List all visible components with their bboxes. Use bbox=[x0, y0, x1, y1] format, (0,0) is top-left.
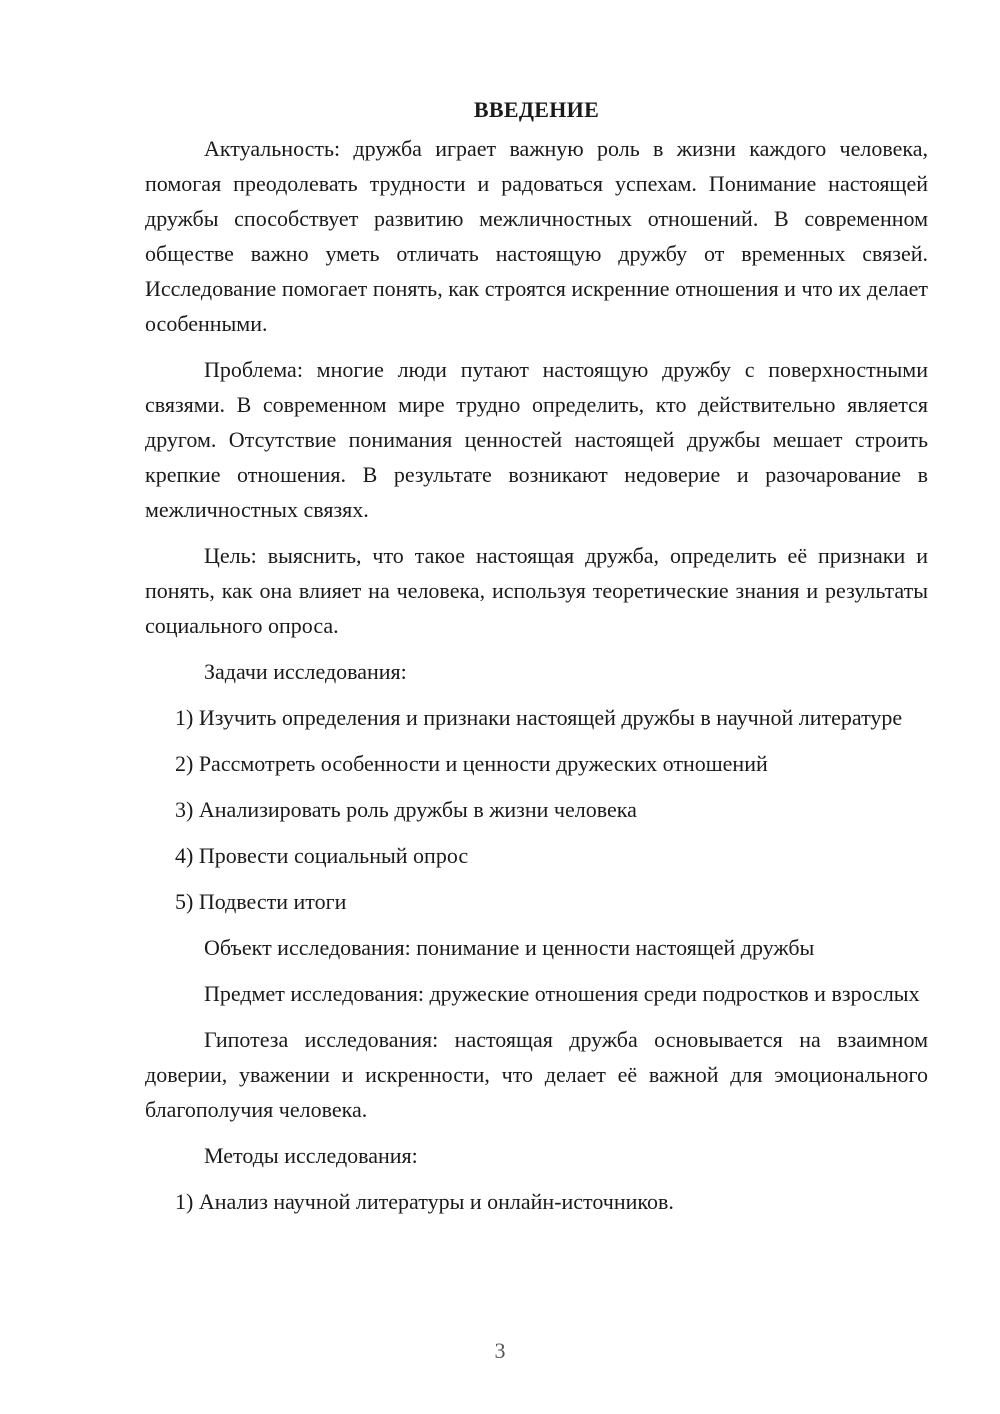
task-item-4: 4) Провести социальный опрос bbox=[175, 843, 469, 868]
research-object: Объект исследования: понимание и ценности настоящей дружбы bbox=[204, 935, 815, 960]
page-number: 3 bbox=[494, 1338, 506, 1363]
section-title: ВВЕДЕНИЕ bbox=[473, 97, 600, 122]
paragraph-goal: Цель: выяснить, что такое настоящая дружба, определить её признаки и понять, как она влияет на человека, используя теоретические знания и результаты социального опроса. bbox=[145, 543, 928, 638]
tasks-heading: Задачи исследования: bbox=[204, 659, 407, 684]
document-page bbox=[145, 92, 928, 1230]
paragraph-problem: Проблема: многие люди путают настоящую дружбу с поверхностными связями. В современном мире трудно определить, кто действительно является другом. Отсутствие понимания ценностей настоящей дружбы мешает строить крепкие отношения. В результате возникают недоверие и разочарование в межличностных связях. bbox=[145, 357, 928, 522]
method-item-1: 1) Анализ научной литературы и онлайн-источников. bbox=[175, 1189, 674, 1214]
task-item-3: 3) Анализировать роль дружбы в жизни человека bbox=[175, 797, 637, 822]
research-subject: Предмет исследования: дружеские отношения среди подростков и взрослых bbox=[204, 981, 920, 1006]
task-item-5: 5) Подвести итоги bbox=[175, 889, 347, 914]
methods-heading: Методы исследования: bbox=[204, 1143, 418, 1168]
task-item-1: 1) Изучить определения и признаки настоящей дружбы в научной литературе bbox=[175, 705, 903, 730]
task-item-2: 2) Рассмотреть особенности и ценности дружеских отношений bbox=[175, 751, 768, 776]
research-hypothesis: Гипотеза исследования: настоящая дружба основывается на взаимном доверии, уважении и искренности, что делает её важной для эмоционального благополучия человека. bbox=[145, 1027, 928, 1122]
paragraph-relevance: Актуальность: дружба играет важную роль в жизни каждого человека, помогая преодолевать трудности и радоваться успехам. Понимание настоящей дружбы способствует развитию межличностных отношений. В современном обществе важно уметь отличать настоящую дружбу от временных связей. Исследование помогает понять, как строятся искренние отношения и что их делает особенными. bbox=[145, 136, 928, 336]
